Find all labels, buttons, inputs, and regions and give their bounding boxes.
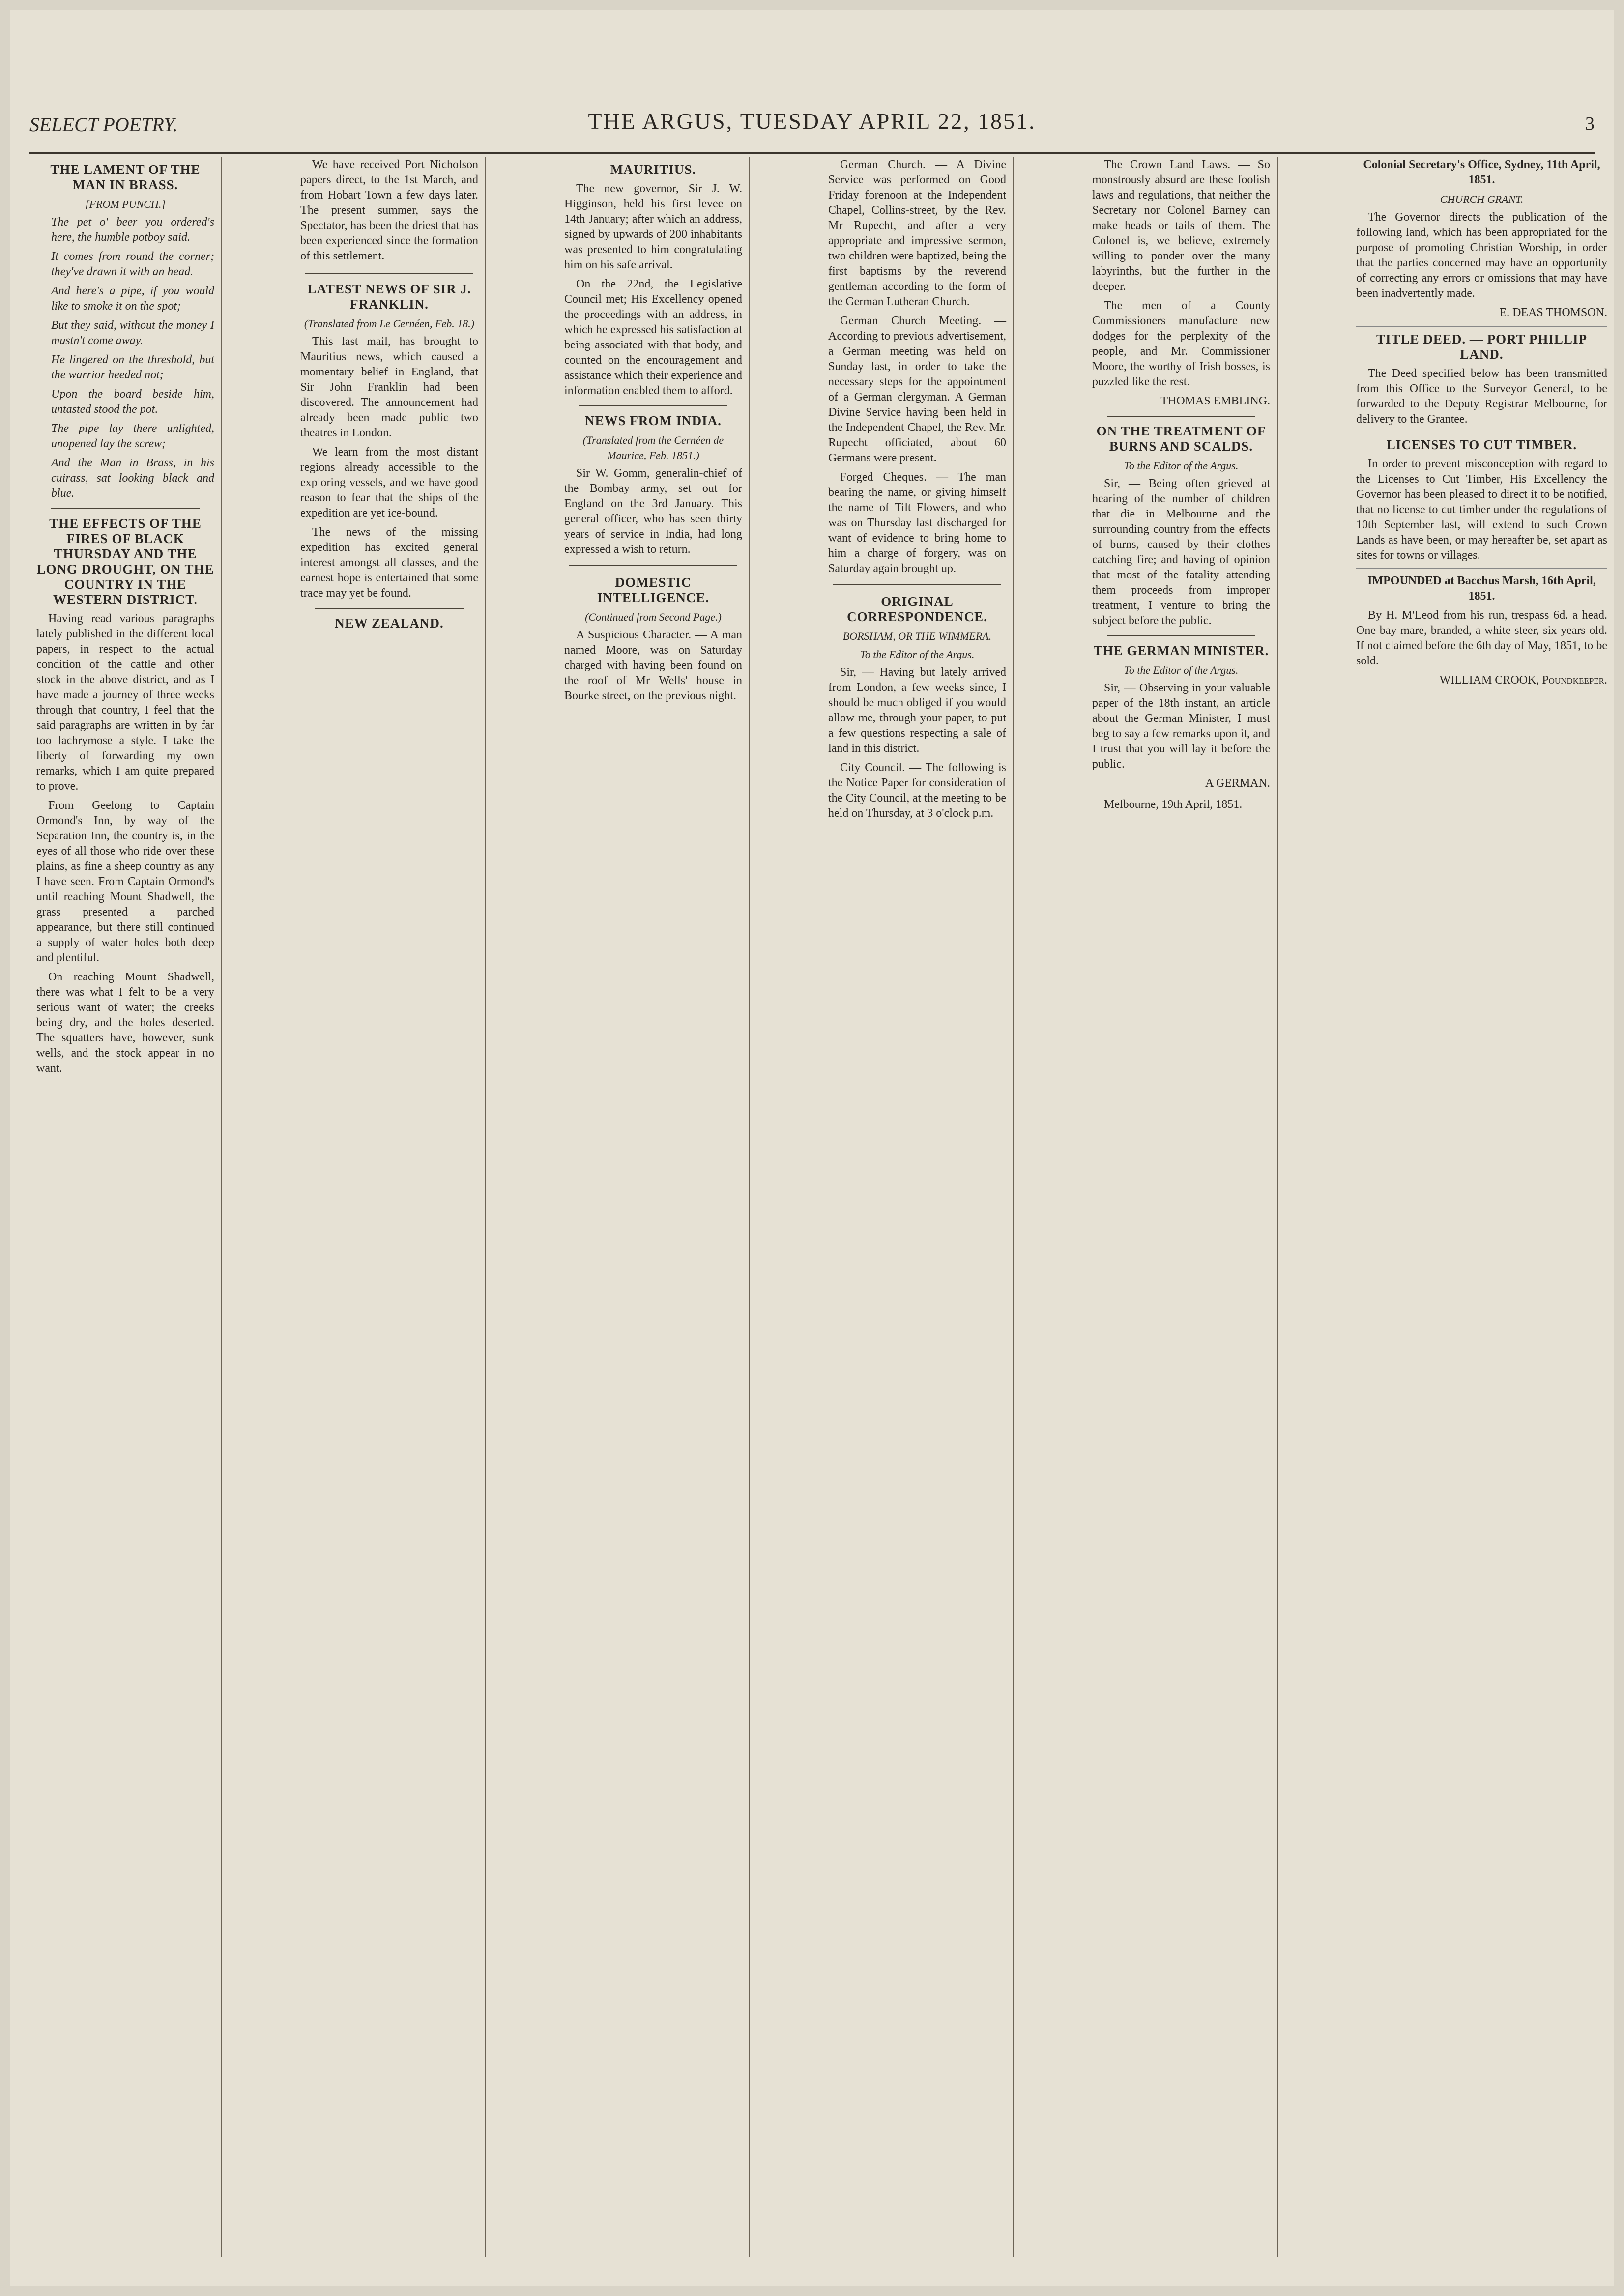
notice-heading: Colonial Secretary's Office, Sydney, 11th April, 1851. [1363,158,1600,186]
article-heading: NEWS FROM INDIA. [585,413,722,428]
article-paragraph: Having read various paragraphs lately published in the different local papers, in respect to the actual condition of the cattle and other stock in the above district, and as I have made a journey of three weeks through that country, I feel that the said paragraphs are written in by far too lachrymose a style. I take the liberty of forwarding my own remarks, which I am quite prepared to prove. [36,612,214,793]
divider [833,584,1001,586]
signature: WILLIAM CROOK, Poundkeeper. [1439,674,1607,687]
section-title: SELECT POETRY. [29,114,178,136]
notice-heading: TITLE DEED. — PORT PHILLIP LAND. [1376,332,1587,362]
newspaper-page [10,10,1614,2286]
verse-line: Upon the board beside him, untasted stood the pot. [51,388,214,416]
article-paragraph: Sir, — Being often grieved at hearing of the number of children that die in Melbourne and the surrounding country from the effects of burns, caused by their clothes catching fire; and having of opinion that most of the fatality attending them proceeds from improper treatment, I venture to bring the subject before the public. [1092,477,1270,627]
notice-paragraph: In order to prevent misconception with regard to the Licenses to Cut Timber, His Excellency the Governor has been pleased to direct it to be notified, that no license to cut timber under the regulations of 10th September last, will extend to such Crown Lands as have been, or may hereafter be, set apart as sites for towns or villages. [1356,458,1607,562]
newspaper-title: THE ARGUS, TUESDAY APRIL 22, 1851. [588,109,1036,134]
article-paragraph: The men of a County Commissioners manufacture new dodges for the perplexity of the people, and Mr. Commissioner Moore, the worthy of Irish bosses, is puzzled like the rest. [1092,299,1270,388]
article-paragraph: On reaching Mount Shadwell, there was what I felt to be a very serious want of water; the creeks being dry, and the holes deserted. The squatters have, however, sunk wells, and the stock appear in no want. [36,971,214,1075]
article-subheading: BORSHAM, OR THE WIMMERA. [842,630,992,642]
article-paragraph: Forged Cheques. — The man bearing the name, or giving himself the name of Tilt Flowers, and who was on Thursday last discharged for want of evidence to bring home to him a charge of forgery, was on Saturday again brought up. [828,471,1006,575]
divider [1356,326,1607,327]
verse-line: The pet o' beer you ordered's here, the humble potboy said. [51,216,214,244]
masthead [29,98,1595,154]
divider [1107,635,1255,636]
article-paragraph: On the 22nd, the Legislative Council met; His Excellency opened the proceedings with an address, in which he expressed his satisfaction at being associated with that body, and counted on the encouragement and assistance which their experience and information enabled them to afford. [564,278,742,397]
verse-line: But they said, without the money I mustn't come away. [51,319,214,347]
article-paragraph: Sir W. Gomm, generalin-chief of the Bombay army, set out for England on the 3rd January. This general officer, who has seen thirty years of service in India, had long expressed a wish to return. [564,467,742,556]
article-source: (Continued from Second Page.) [585,611,722,623]
notice-paragraph: The Governor directs the publication of the following land, which has been appropriated for the purpose of promoting Christian Worship, in order that the parties concerned may have an opportunity of correcting any errors or omissions that may have been inadvertently made. [1356,211,1607,300]
divider [1356,568,1607,569]
article-heading: LATEST NEWS OF SIR J. FRANKLIN. [307,282,471,312]
article-paragraph: The news of the missing expedition has excited general interest amongst all classes, and the earnest hope is entertained that some trace may yet be found. [300,526,478,600]
article-heading: THE EFFECTS OF THE FIRES OF BLACK THURSDAY AND THE LONG DROUGHT, ON THE COUNTRY IN THE WESTERN DISTRICT. [36,516,214,607]
notice-paragraph: By H. M'Leod from his run, trespass 6d. a head. One bay mare, branded, a white steer, six years old. If not claimed before the 6th day of May, 1851, to be sold. [1356,609,1607,667]
article-heading: MAURITIUS. [610,162,696,177]
article-heading: THE GERMAN MINISTER. [1093,643,1269,658]
signature: E. DEAS THOMSON. [1499,306,1607,319]
column-4 [821,157,1014,2257]
article-paragraph: German Church. — A Divine Service was performed on Good Friday forenoon at the Independent Chapel, Collins-street, by the Rev. Mr Rupecht, and after a very appropriate and impressive sermon, two children were baptized, being the first baptisms by the reverend gentleman according to the form of the German Lutheran Church. [828,158,1006,308]
divider [569,565,737,567]
signature: A GERMAN. [1205,777,1270,790]
article-source: (Translated from the Cernéen de Maurice, Feb. 1851.) [582,434,724,461]
divider [1107,416,1255,417]
article-paragraph: We learn from the most distant regions already accessible to the exploring vessels, and we have good reason to fear that the ships of the expedition are yet ice-bound. [300,446,478,519]
article-paragraph: A Suspicious Character. — A man named Moore, was on Saturday charged with having been found on the roof of Mr Wells' house in Bourke street, on the previous night. [564,629,742,702]
article-paragraph: The new governor, Sir J. W. Higginson, held his first levee on 14th January; after which an address, signed by upwards of 200 inhabitants was presented to him congratulating him on his safe arrival. [564,182,742,271]
column-6 [1349,157,1614,2257]
article-paragraph: The Crown Land Laws. — So monstrously absurd are these foolish laws and regulations, that neither the Secretary nor Colonel Barney can make heads or tails of them. The Colonel is, we believe, extremely willing to ponder over the many labyrinths, but the further in the deeper. [1092,158,1270,293]
article-paragraph: This last mail, has brought to Mauritius news, which caused a momentary belief in England, that Sir John Franklin had been discovered. The announcement had already been made public two theatres in London. [300,335,478,439]
divider [315,608,464,609]
article-paragraph: Sir, — Observing in your valuable paper of the 18th instant, an article about the German Minister, I must beg to say a few remarks upon it, and I trust that you will lay it before the public. [1092,682,1270,771]
signature: THOMAS EMBLING. [1160,395,1270,407]
article-paragraph: Sir, — Having but lately arrived from London, a few weeks since, I should be much obliged if you would allow me, through your paper, to put a few questions respecting a sale of land in this district. [828,666,1006,755]
verse-line: And the Man in Brass, in his cuirass, sat looking black and blue. [51,457,214,500]
column-1 [29,157,222,2257]
notice-heading: IMPOUNDED at Bacchus Marsh, 16th April, 1851. [1367,574,1596,603]
verse-line: And here's a pipe, if you would like to smoke it on the spot; [51,285,214,313]
article-heading: DOMESTIC INTELLIGENCE. [597,575,710,605]
verse-line: It comes from round the corner; they've drawn it with an head. [51,250,214,278]
columns [29,157,1607,2257]
poem-title: THE LAMENT OF THE MAN IN BRASS. [50,162,201,192]
notice-paragraph: The Deed specified below has been transmitted from this Office to the Surveyor General, to be forwarded to the Deputy Registrar Melbourne, for delivery to the Grantee. [1356,367,1607,426]
article-paragraph: German Church Meeting. — According to previous advertisement, a German meeting was held on Sunday last, in order to take the necessary steps for the appointment of a German clergyman. A German Divine Service having been held in the Independent Chapel, the Rev. Mr. Rupecht officiated, about 60 Germans were present. [828,315,1006,464]
article-paragraph: City Council. — The following is the Notice Paper for consideration of the City Council, at the meeting to be held on Thursday, at 3 o'clock p.m. [828,761,1006,820]
poem-source: [FROM PUNCH.] [85,198,166,210]
article-heading: NEW ZEALAND. [335,616,444,631]
column-2 [293,157,486,2257]
dateline: Melbourne, 19th April, 1851. [1104,798,1243,811]
article-source: To the Editor of the Argus. [1124,664,1239,676]
page-number: 3 [1585,114,1595,134]
article-source: To the Editor of the Argus. [860,648,975,660]
article-source: (Translated from Le Cernéen, Feb. 18.) [304,317,475,330]
article-paragraph: From Geelong to Captain Ormond's Inn, by way of the Separation Inn, the country is, in the eyes of all those who ride over these plains, as fine a sheep country as any I have seen. From Captain Ormond's until reaching Mount Shadwell, the grass presented a parched appearance, but there still continued a supply of water holes both deep and plentiful. [36,799,214,964]
divider [579,405,727,406]
verse-line: The pipe lay there unlighted, unopened lay the screw; [51,422,214,450]
article-heading: ORIGINAL CORRESPONDENCE. [847,594,987,624]
notice-subheading: CHURCH GRANT. [1440,193,1524,205]
article-source: To the Editor of the Argus. [1124,459,1239,472]
divider [51,508,200,509]
verse-line: He lingered on the threshold, but the warrior heeded not; [51,353,214,381]
article-heading: ON THE TREATMENT OF BURNS AND SCALDS. [1096,424,1266,454]
divider [305,272,473,274]
column-3 [557,157,750,2257]
column-5 [1085,157,1278,2257]
notice-heading: LICENSES TO CUT TIMBER. [1386,437,1577,452]
article-paragraph: We have received Port Nicholson papers direct, to the 1st March, and from Hobart Town a few days later. The present summer, says the Spectator, has been the driest that has been experienced since the formation of this settlement. [300,158,478,262]
